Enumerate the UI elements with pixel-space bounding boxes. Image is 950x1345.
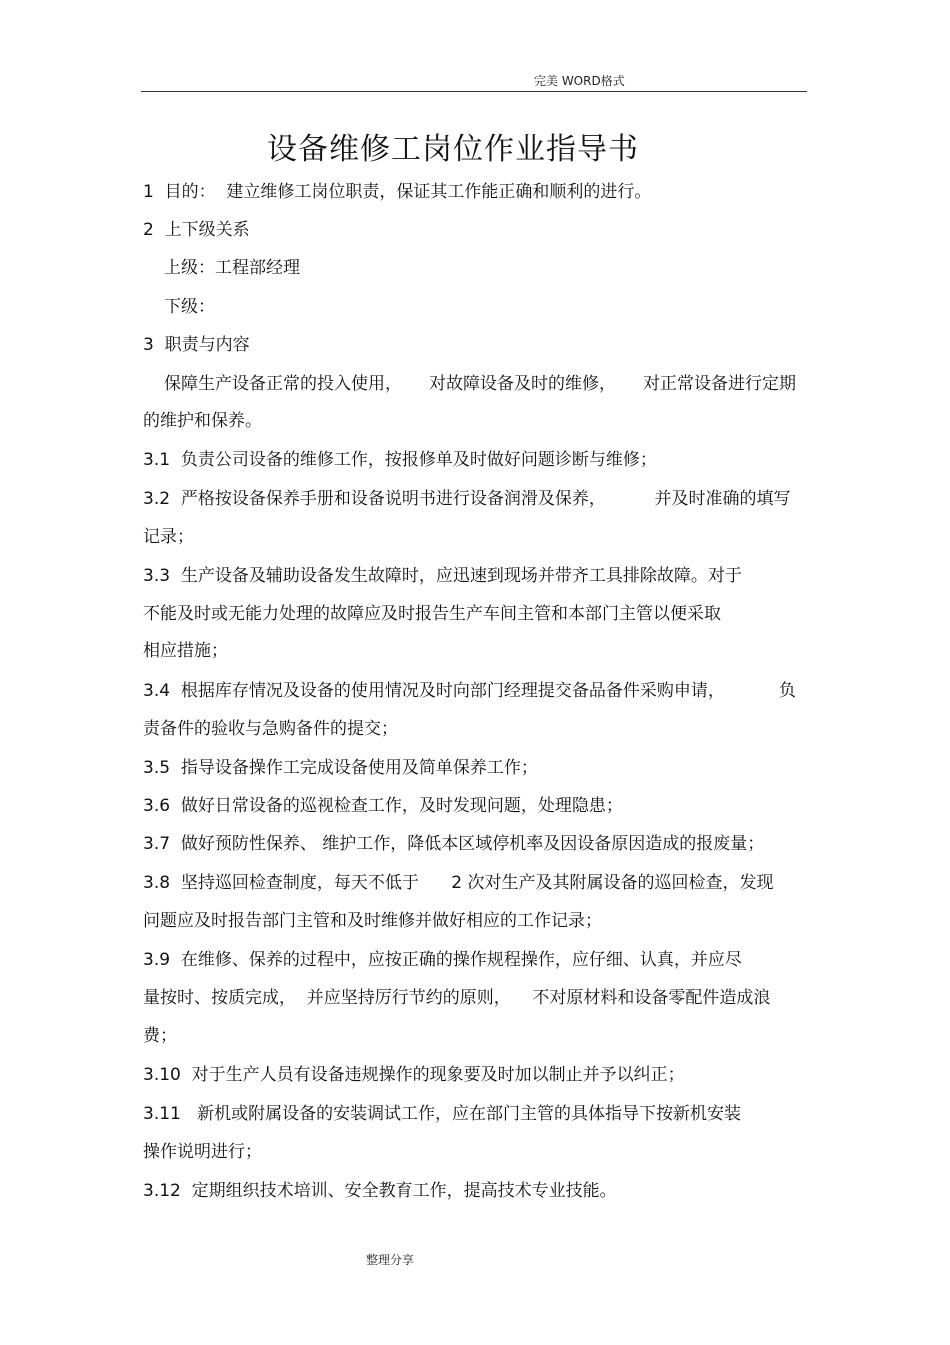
item-3-6: 3.6 做好日常设备的巡视检查工作，及时发现问题，处理隐患； [143, 796, 623, 816]
item-3-1: 3.1 负责公司设备的维修工作，按报修单及时做好问题诊断与维修； [143, 450, 657, 470]
duties-intro-line2: 的维护和保养。 [143, 411, 262, 431]
item-3-3-line2: 不能及时或无能力处理的故障应及时报告生产车间主管和本部门主管以便采取 [143, 604, 721, 624]
item-3-12: 3.12 定期组织技术培训、安全教育工作，提高技术专业技能。 [143, 1181, 617, 1201]
item-3-9-line1: 3.9 在维修、保养的过程中，应按正确的操作规程操作，应仔细、认真，并应尽 [143, 950, 742, 970]
item-3-11-line2: 操作说明进行； [143, 1142, 262, 1162]
item-3-4-line1: 3.4 根据库存情况及设备的使用情况及时向部门经理提交备品备件采购申请， 负 [143, 681, 796, 701]
item-3-5: 3.5 指导设备操作工完成设备使用及简单保养工作； [143, 758, 538, 778]
section-hierarchy-heading: 2 上下级关系 [143, 220, 250, 240]
item-3-2-line1: 3.2 严格按设备保养手册和设备说明书进行设备润滑及保养， 并及时准确的填写 [143, 489, 791, 509]
page-footer: 整理分享 [366, 1253, 415, 1267]
item-3-9-line2: 量按时、按质完成， 并应坚持厉行节约的原则， 不对原材料和设备零配件造成浪 [143, 988, 771, 1008]
page-header: 完美 WORD格式 [534, 74, 625, 88]
item-3-8-line2: 问题应及时报告部门主管和及时维修并做好相应的工作记录； [143, 911, 602, 931]
item-3-10: 3.10 对于生产人员有设备违规操作的现象要及时加以制止并予以纠正； [143, 1065, 685, 1085]
duties-intro-line1: 保障生产设备正常的投入使用， 对故障设备及时的维修， 对正常设备进行定期 [164, 374, 797, 394]
item-3-4-line2: 责备件的验收与急购备件的提交； [143, 719, 398, 739]
section-duties-heading: 3 职责与内容 [143, 335, 250, 355]
item-3-9-line3: 费； [143, 1026, 177, 1046]
item-3-8-line1: 3.8 坚持巡回检查制度，每天不低于 2 次对生产及其附属设备的巡回检查，发现 [143, 873, 774, 893]
superior-line: 上级：工程部经理 [164, 258, 300, 278]
item-3-11-line1: 3.11 新机或附属设备的安装调试工作，应在部门主管的具体指导下按新机安装 [143, 1104, 742, 1124]
header-divider [141, 91, 807, 92]
document-title: 设备维修工岗位作业指导书 [267, 132, 639, 167]
para-purpose: 1 目的： 建立维修工岗位职责，保证其工作能正确和顺利的进行。 [143, 182, 652, 202]
item-3-2-line2: 记录； [143, 527, 194, 547]
item-3-3-line3: 相应措施； [143, 641, 228, 661]
item-3-7: 3.7 做好预防性保养、 维护工作，降低本区域停机率及因设备原因造成的报废量； [143, 834, 765, 854]
item-3-3-line1: 3.3 生产设备及辅助设备发生故障时，应迅速到现场并带齐工具排除故障。对于 [143, 566, 742, 586]
subordinate-line: 下级： [164, 297, 215, 317]
